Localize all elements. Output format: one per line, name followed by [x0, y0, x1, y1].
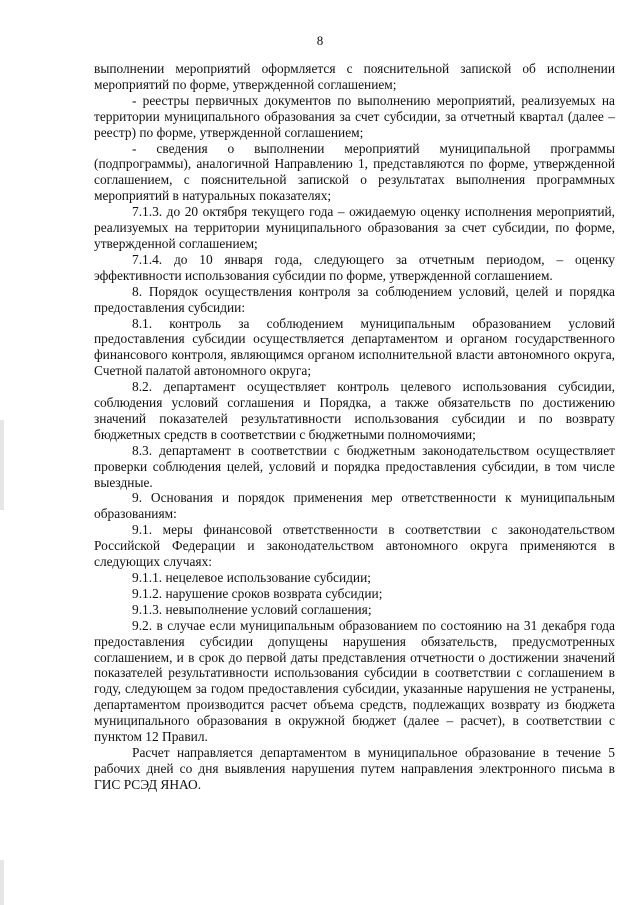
paragraph: 9.2. в случае если муниципальным образованием по состоянию на 31 декабря года предоставления субсидии допущены нарушения обязательств, предусмотренных соглашением, и в срок до первой даты представления отчетности о достижении значений показателей результативности использования субсидии в соответствии с соглашением в году, следующем за годом предоставления субсидии, указанные нарушения не устранены, департаментом производится расчет объема средств, подлежащих возврату из бюджета муниципального образования в окружной бюджет (далее – расчет), в соответствии с пунктом 12 Правил. [94, 617, 615, 745]
paragraph: 9.1.3. невыполнение условий соглашения; [132, 601, 372, 617]
paragraph: - реестры первичных документов по выполнению мероприятий, реализуемых на территории муниципального образования за счет субсидии, за отчетный квартал (далее – реестр) по форме, утвержденной соглашением; [94, 92, 615, 140]
paragraph: 8. Порядок осуществления контроля за соблюдением условий, целей и порядка предоставления субсидии: [94, 283, 615, 315]
paragraph: 7.1.4. до 10 января года, следующего за отчетным периодом, – оценку эффективности использования субсидии по форме, утвержденной соглашением. [94, 251, 615, 283]
paragraph: 9.1. меры финансовой ответственности в соответствии с законодательством Российской Федерации и законодательством автономного округа применяются в следующих случаях: [94, 522, 615, 570]
paragraph: 9.1.2. нарушение сроков возврата субсидии; [132, 585, 383, 601]
paragraph: 9. Основания и порядок применения мер ответственности к муниципальным образованиям: [94, 490, 615, 522]
scan-edge-mark [0, 420, 4, 510]
paragraph: Расчет направляется департаментом в муниципальное образование в течение 5 рабочих дней со дня выявления нарушения путем направления электронного письма в ГИС РСЭД ЯНАО. [94, 744, 615, 792]
paragraph: 8.1. контроль за соблюдением муниципальным образованием условий предоставления субсидии осуществляется департаментом и органом государственного финансового контроля, являющимся органом исполнительной власти автономного округа, Счетной палатой автономного округа; [94, 315, 615, 379]
document-body [94, 61, 615, 793]
paragraph: 8.2. департамент осуществляет контроль целевого использования субсидии, соблюдения условий соглашения и Порядка, а также обязательств по достижению значений показателей результативности использования субсидии и по возврату бюджетных средств в соответствии с бюджетными полномочиями; [94, 379, 615, 442]
paragraph: выполнении мероприятий оформляется с пояснительной запиской об исполнении мероприятий по форме, утвержденной соглашением; [94, 61, 615, 92]
paragraph: 8.3. департамент в соответствии с бюджетным законодательством осуществляет проверки соблюдения целей, условий и порядка предоставления субсидии, в том числе выездные. [94, 442, 615, 490]
scan-edge-mark [0, 860, 4, 905]
paragraph: - сведения о выполнении мероприятий муниципальной программы (подпрограммы), аналогичной Направлению 1, представляются по форме, утвержденной соглашением, с пояснительной запиской о результатах выполнения программных мероприятий в натуральных показателях; [94, 140, 615, 204]
page-number: 8 [316, 33, 324, 48]
paragraph: 7.1.3. до 20 октября текущего года – ожидаемую оценку исполнения мероприятий, реализуемых на территории муниципального образования за счет субсидии, по форме, утвержденной соглашением; [94, 204, 615, 251]
paragraph: 9.1.1. нецелевое использование субсидии; [132, 570, 371, 585]
